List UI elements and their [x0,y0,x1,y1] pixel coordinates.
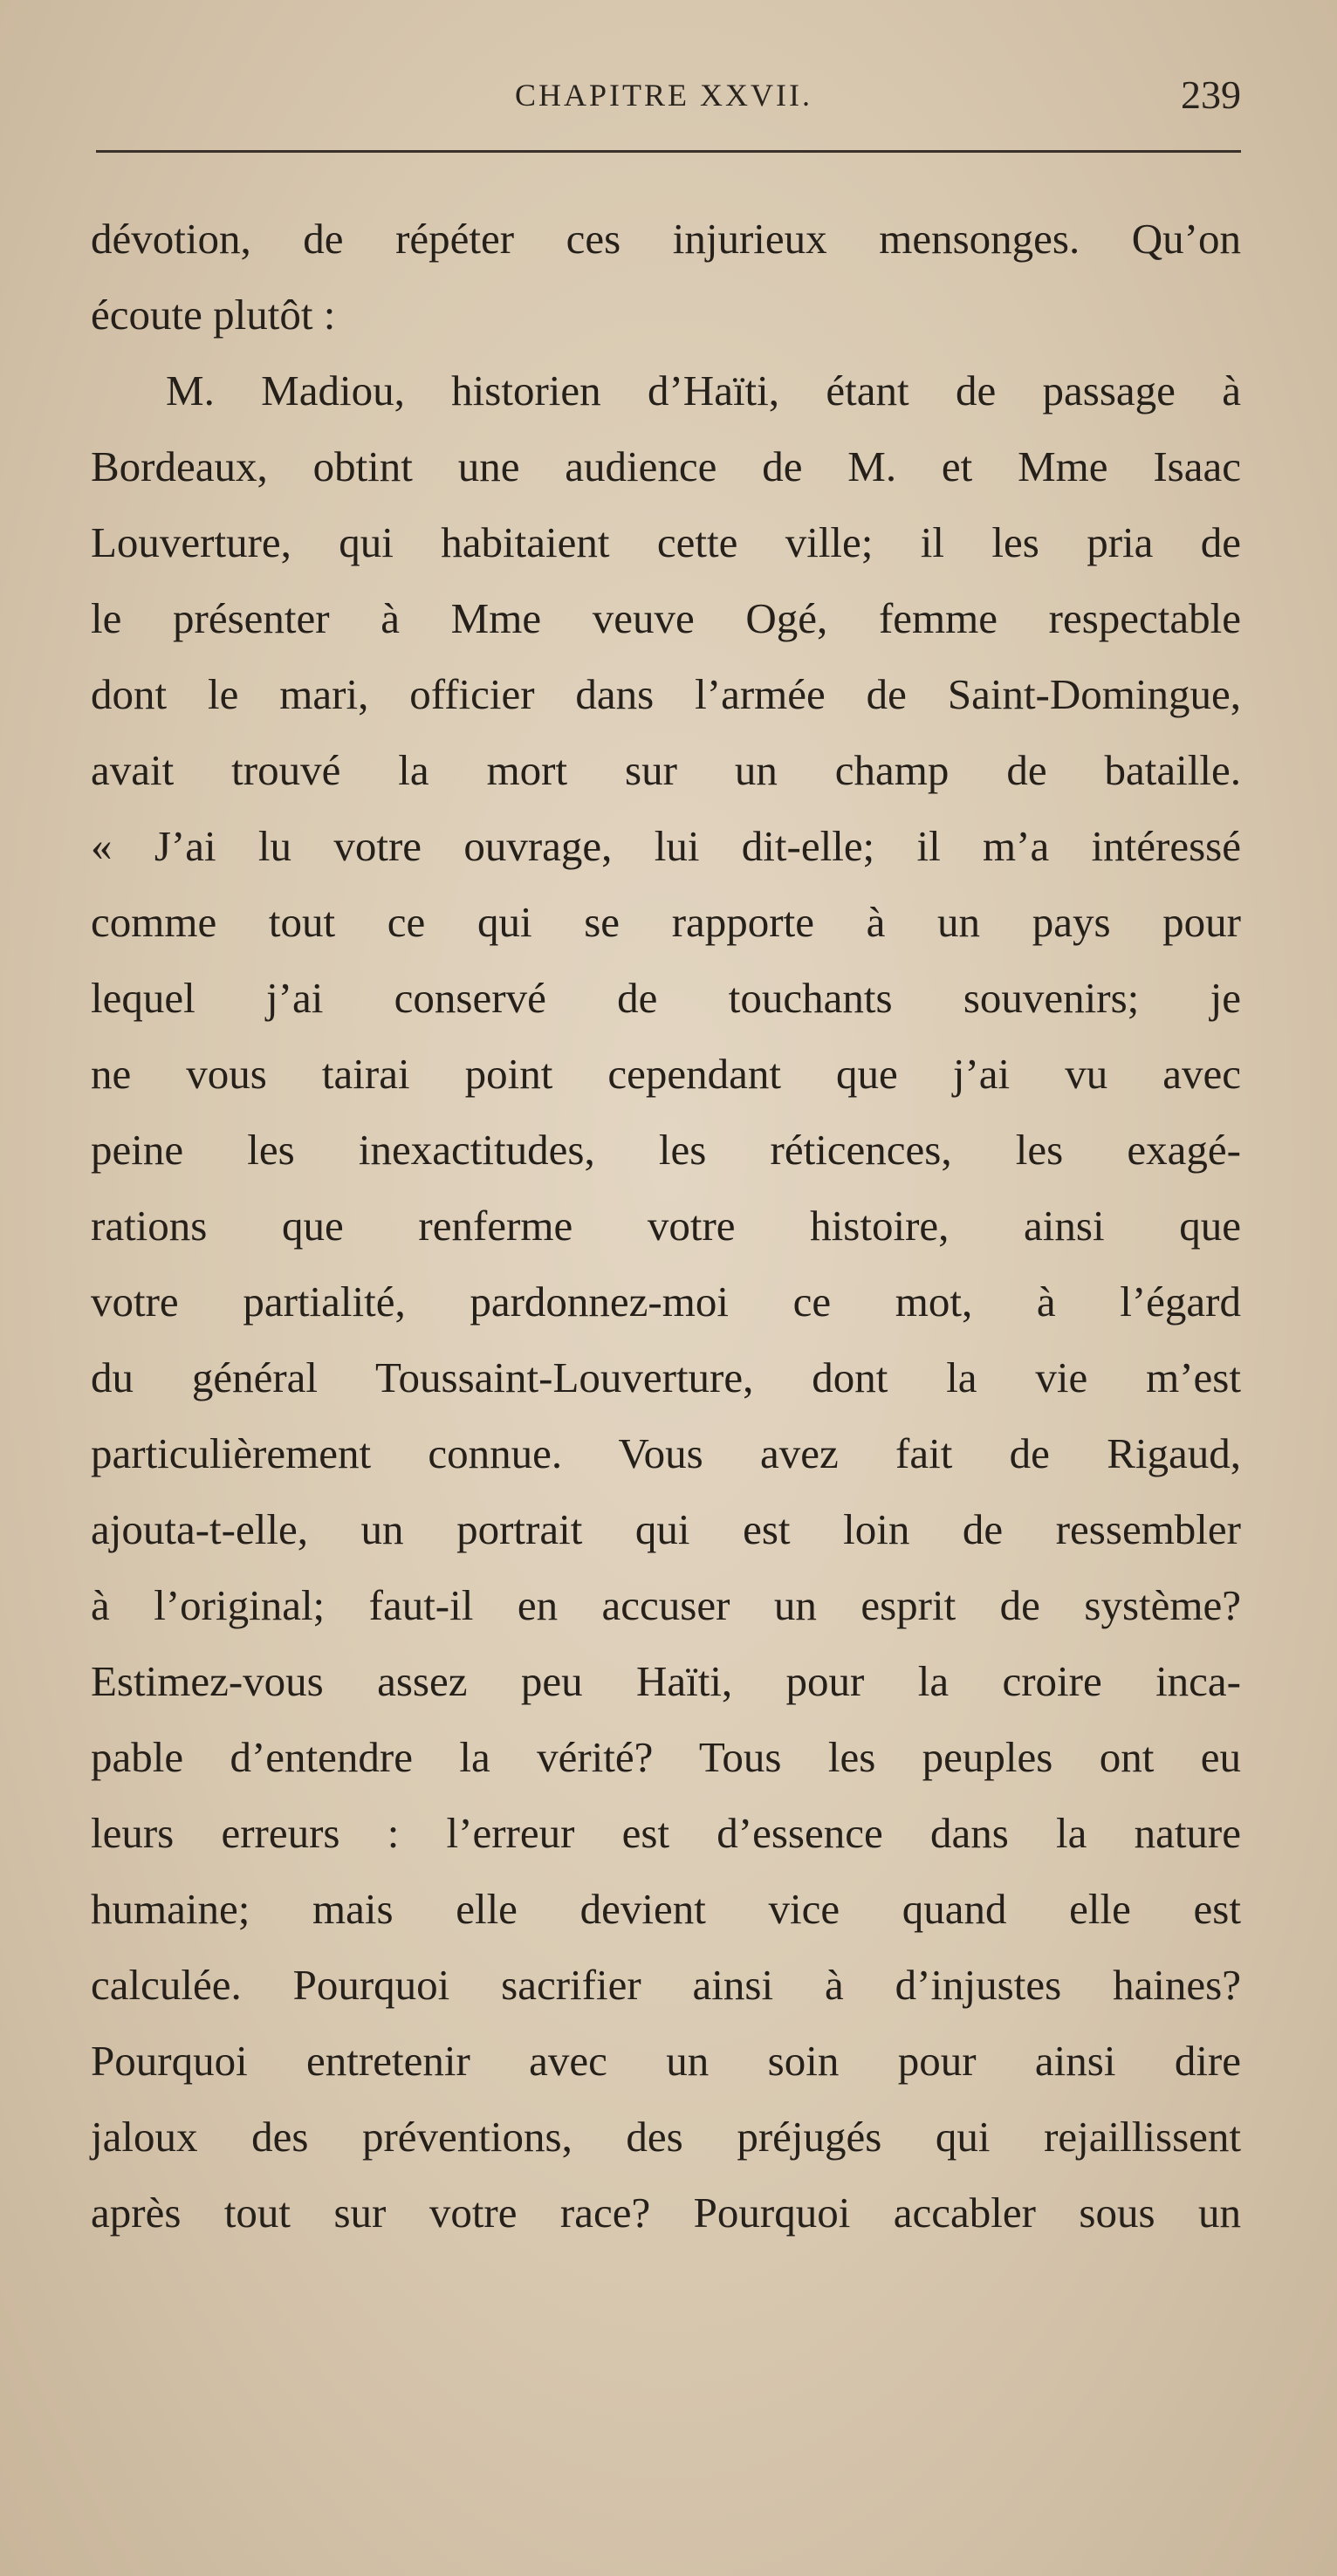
body-text [91,201,1241,2251]
text-line: leurs erreurs : l’erreur est d’essence dans la nature [91,1809,1241,1857]
text-line: peine les inexactitudes, les réticences, les exagé- [91,1126,1241,1174]
text-line: du général Toussaint-Louverture, dont la vie m’est [91,1353,1241,1401]
text-line: Louverture, qui habitaient cette ville; il les pria de [91,518,1241,566]
text-line: M. Madiou, historien d’Haïti, étant de passage à [166,367,1241,414]
text-line: votre partialité, pardonnez-moi ce mot, à l’égard [91,1278,1241,1326]
text-line: calculée. Pourquoi sacrifier ainsi à d’injustes haines? [91,1961,1241,2009]
chapter-title: CHAPITRE XXVII. [515,78,812,113]
text-line: « J’ai lu votre ouvrage, lui dit-elle; il m’a intéressé [91,822,1241,870]
text-line: Pourquoi entretenir avec un soin pour ainsi dire [91,2037,1241,2085]
text-line: rations que renferme votre histoire, ainsi que [91,1202,1241,1250]
running-head [0,72,1337,129]
text-line: lequel j’ai conservé de touchants souvenirs; je [91,974,1241,1022]
text-line: pable d’entendre la vérité? Tous les peuples ont eu [91,1733,1241,1781]
text-line: comme tout ce qui se rapporte à un pays pour [91,898,1241,946]
text-line: après tout sur votre race? Pourquoi accabler sous un [91,2189,1241,2237]
text-line: dont le mari, officier dans l’armée de Saint-Domingue, [91,670,1241,718]
text-line: particulièrement connue. Vous avez fait de Rigaud, [91,1429,1241,1477]
text-line: ne vous tairai point cependant que j’ai vu avec [91,1050,1241,1098]
header-rule [96,150,1241,153]
text-line: ajouta-t-elle, un portrait qui est loin de ressembler [91,1505,1241,1553]
text-line: dévotion, de répéter ces injurieux mensonges. Qu’on [91,215,1241,263]
text-line: avait trouvé la mort sur un champ de bataille. [91,746,1241,794]
text-line: jaloux des préventions, des préjugés qui rejaillissent [91,2113,1241,2161]
text-line: Estimez-vous assez peu Haïti, pour la croire inca- [91,1657,1241,1705]
text-line: le présenter à Mme veuve Ogé, femme respectable [91,594,1241,642]
page-number: 239 [1181,72,1241,117]
text-line: écoute plutôt : [91,291,336,339]
text-line: humaine; mais elle devient vice quand elle est [91,1885,1241,1933]
text-line: à l’original; faut-il en accuser un esprit de système? [91,1581,1241,1629]
text-line: Bordeaux, obtint une audience de M. et Mme Isaac [91,442,1241,490]
